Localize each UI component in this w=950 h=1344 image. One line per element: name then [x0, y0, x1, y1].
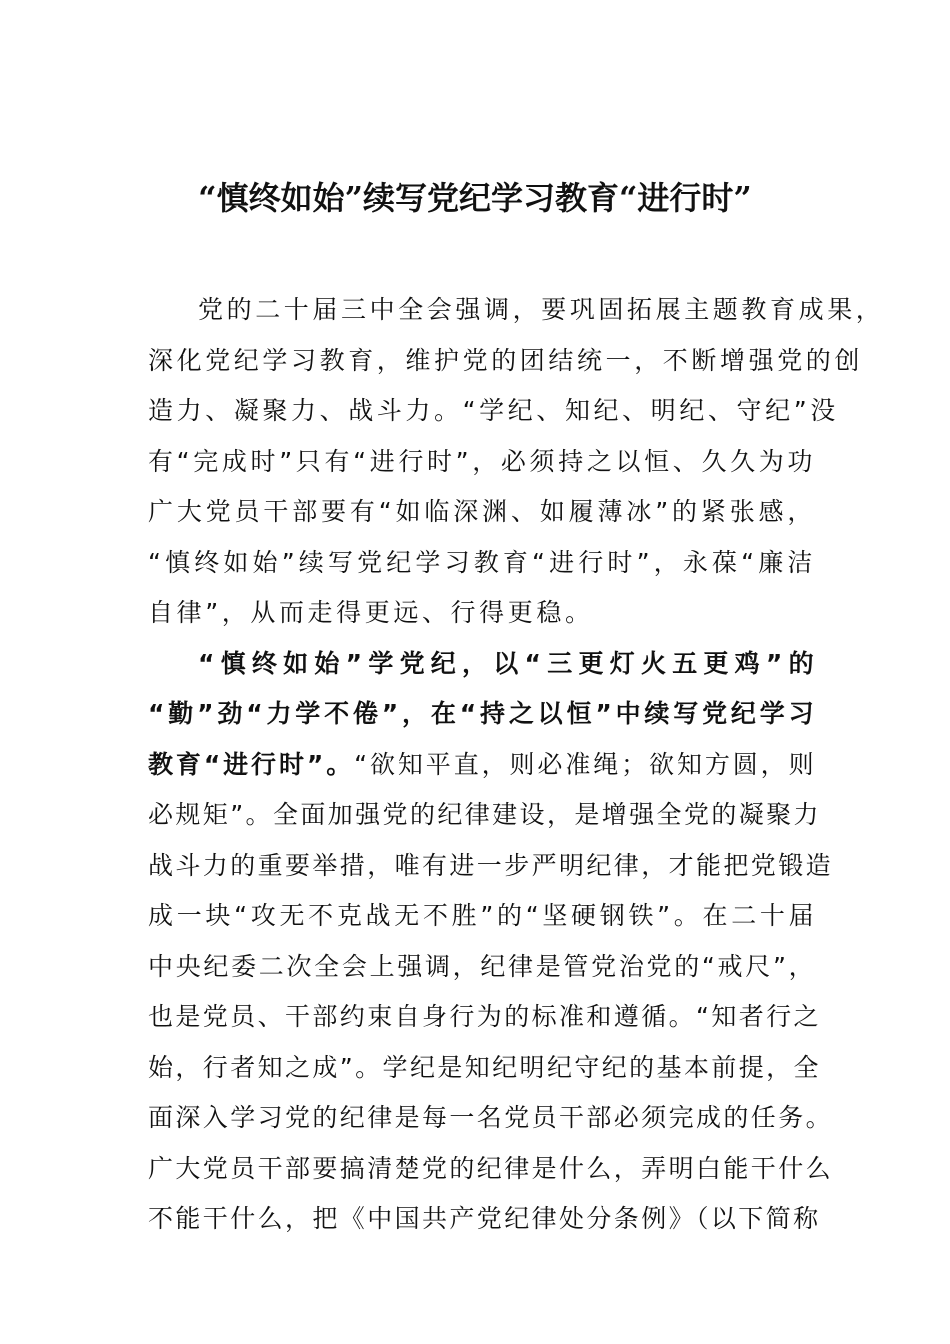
text-line: 中央纪委二次全会上强调，纪律是管党治党的“戒尺”， — [148, 951, 816, 981]
text-line: 有“完成时”只有“进行时”，必须持之以恒、久久为功 — [148, 446, 816, 476]
document-body — [148, 285, 885, 1245]
text-line: 成一块“攻无不克战无不胜”的“坚硬钢铁”。在二十届 — [148, 901, 816, 930]
bold-text-line: “勤”劲“力学不倦”，在“持之以恒”中续写党纪学习 — [148, 699, 816, 728]
text-line: 造力、凝聚力、战斗力。“学纪、知纪、明纪、守纪”没 — [148, 396, 839, 425]
text-line: 战斗力的重要举措，唯有进一步严明纪律，才能把党锻造 — [148, 850, 834, 880]
text-line: 自律”，从而走得更远、行得更稳。 — [148, 598, 594, 627]
text-line: 不能干什么，把《中国共产党纪律处分条例》（以下简称 — [148, 1204, 821, 1233]
text-line-mixed — [148, 740, 816, 791]
text-line: 广大党员干部要搞清楚党的纪律是什么，弄明白能干什么 — [148, 1153, 834, 1183]
text-line: 必规矩”。全面加强党的纪律建设，是增强全党的凝聚力 — [148, 800, 821, 829]
bold-text-line: “慎终如始”学党纪，以“三更灯火五更鸡”的 — [198, 648, 816, 678]
paragraph-1 — [148, 285, 885, 639]
bold-text-segment: 教育“进行时”。 — [148, 749, 355, 779]
text-line: 也是党员、干部约束自身行为的标准和遵循。“知者行之 — [148, 1002, 821, 1031]
text-line: “慎终如始”续写党纪学习教育“进行时”，永葆“廉洁 — [148, 547, 816, 577]
text-line: 深化党纪学习教育，维护党的团结统一，不断增强党的创 — [148, 345, 864, 375]
text-line: 党的二十届三中全会强调，要巩固拓展主题教育成果， — [198, 295, 885, 324]
text-segment: “欲知平直，则必准绳；欲知方圆，则 — [354, 749, 816, 779]
text-line: 始，行者知之成”。学纪是知纪明纪守纪的基本前提，全 — [148, 1052, 821, 1082]
document-title: “慎终如始”续写党纪学习教育“进行时” — [198, 179, 752, 217]
paragraph-2 — [148, 639, 834, 1245]
text-line: 广大党员干部要有“如临深渊、如履薄冰”的紧张感， — [148, 497, 816, 526]
text-line: 面深入学习党的纪律是每一名党员干部必须完成的任务。 — [148, 1103, 834, 1132]
